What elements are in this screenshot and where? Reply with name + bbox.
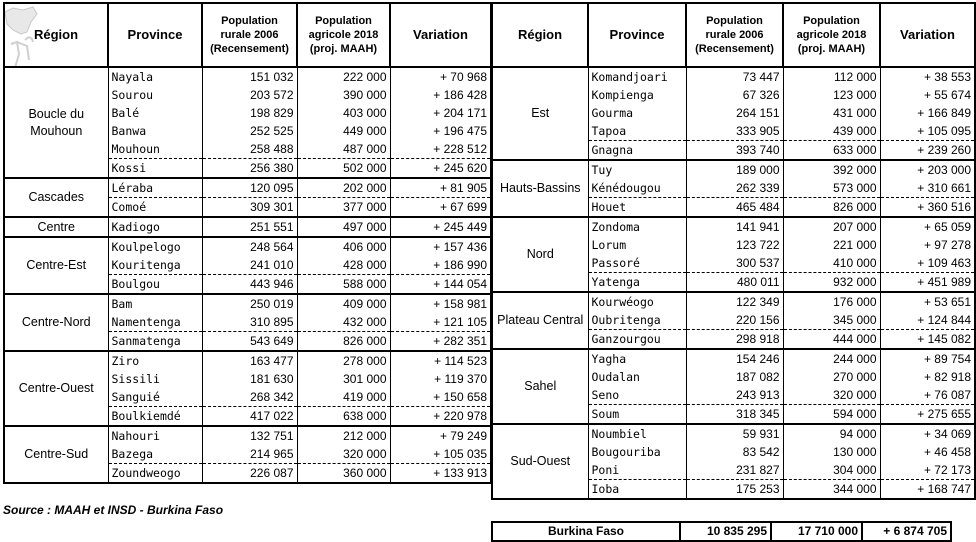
variation-cell: + 72 173 [880,461,975,480]
province-cell: Poni [588,461,686,480]
region-cell: Centre-Est [4,237,108,294]
table-row [4,67,491,86]
variation-cell: + 53 651 [880,292,975,311]
province-cell: Ziro [108,351,202,370]
table-row [492,349,975,368]
pop2018-cell: 932 000 [783,273,880,293]
pop2006-cell: 298 918 [686,330,783,350]
pop2018-cell: 573 000 [783,179,880,198]
pop2006-cell: 122 349 [686,292,783,311]
pop2006-cell: 132 751 [202,426,297,445]
pop2018-cell: 826 000 [783,198,880,218]
pop2018-cell: 176 000 [783,292,880,311]
variation-cell: + 203 000 [880,160,975,179]
province-cell: Sissili [108,370,202,388]
pop2006-cell: 189 000 [686,160,783,179]
pop2018-cell: 826 000 [297,332,390,352]
province-cell: Bam [108,294,202,313]
pop2018-cell: 301 000 [297,370,390,388]
pop2006-cell: 256 380 [202,159,297,179]
province-cell: Seno [588,386,686,405]
pop2018-cell: 406 000 [297,237,390,256]
variation-cell: + 158 981 [390,294,491,313]
province-cell: Sanguié [108,388,202,407]
variation-cell: + 144 054 [390,275,491,295]
variation-cell: + 220 978 [390,407,491,427]
total-row [491,521,952,542]
pop2018-cell: 409 000 [297,294,390,313]
header-pop2018: Population agricole 2018 (proj. MAAH) [297,3,390,67]
province-cell: Comoé [108,198,202,218]
pop2006-cell: 203 572 [202,86,297,104]
pop2018-cell: 439 000 [783,122,880,141]
left-table [3,2,492,484]
pop2018-cell: 320 000 [783,386,880,405]
pop2006-cell: 181 630 [202,370,297,388]
table-row [492,292,975,311]
table-row [492,67,975,86]
pop2006-cell: 251 551 [202,217,297,237]
pop2018-cell: 345 000 [783,311,880,330]
table-row [492,217,975,236]
source-note: Source : MAAH et INSD - Burkina Faso [3,503,224,517]
variation-cell: + 245 620 [390,159,491,179]
province-cell: Kadiogo [108,217,202,237]
pop2006-cell: 141 941 [686,217,783,236]
pop2018-cell: 94 000 [783,424,880,443]
province-cell: Passoré [588,254,686,273]
pop2018-cell: 487 000 [297,140,390,159]
table-row [492,424,975,443]
pop2006-cell: 214 965 [202,445,297,464]
province-cell: Kénédougou [588,179,686,198]
variation-cell: + 228 512 [390,140,491,159]
pop2006-cell: 262 339 [686,179,783,198]
region-cell: Cascades [4,178,108,217]
variation-cell: + 105 095 [880,122,975,141]
pop2018-cell: 638 000 [297,407,390,427]
variation-cell: + 282 351 [390,332,491,352]
pop2018-cell: 202 000 [297,178,390,198]
header-region: Région [492,3,588,67]
variation-cell: + 168 747 [880,480,975,500]
province-cell: Tuy [588,160,686,179]
total-label: Burkina Faso [492,522,680,541]
variation-cell: + 451 989 [880,273,975,293]
variation-cell: + 109 463 [880,254,975,273]
table-row [4,351,491,370]
province-cell: Yatenga [588,273,686,293]
variation-cell: + 34 069 [880,424,975,443]
region-cell: Plateau Central [492,292,588,349]
pop2018-cell: 320 000 [297,445,390,464]
pop2018-cell: 502 000 [297,159,390,179]
pop2006-cell: 310 895 [202,313,297,332]
pop2006-cell: 258 488 [202,140,297,159]
province-cell: Banwa [108,122,202,140]
pop2006-cell: 83 542 [686,443,783,461]
variation-cell: + 204 171 [390,104,491,122]
province-cell: Oudalan [588,368,686,386]
pop2018-cell: 123 000 [783,86,880,104]
header-province: Province [588,3,686,67]
province-cell: Zondoma [588,217,686,236]
pop2018-cell: 112 000 [783,67,880,86]
variation-cell: + 196 475 [390,122,491,140]
pop2018-cell: 360 000 [297,464,390,484]
total-pop2006: 10 835 295 [680,522,771,541]
variation-cell: + 360 516 [880,198,975,218]
variation-cell: + 81 905 [390,178,491,198]
region-cell: Centre-Ouest [4,351,108,426]
province-cell: Gourma [588,104,686,122]
province-cell: Boulgou [108,275,202,295]
pop2006-cell: 120 095 [202,178,297,198]
province-cell: Bazega [108,445,202,464]
pop2006-cell: 154 246 [686,349,783,368]
header-pop2018: Population agricole 2018 (proj. MAAH) [783,3,880,67]
variation-cell: + 166 849 [880,104,975,122]
pop2006-cell: 175 253 [686,480,783,500]
variation-cell: + 89 754 [880,349,975,368]
province-cell: Kourwéogo [588,292,686,311]
province-cell: Sourou [108,86,202,104]
table-row [4,426,491,445]
province-cell: Sanmatenga [108,332,202,352]
variation-cell: + 186 990 [390,256,491,275]
pop2018-cell: 392 000 [783,160,880,179]
province-cell: Tapoa [588,122,686,141]
pop2006-cell: 300 537 [686,254,783,273]
region-cell: Hauts-Bassins [492,160,588,217]
header-province: Province [108,3,202,67]
variation-cell: + 79 249 [390,426,491,445]
table-row [4,237,491,256]
pop2018-cell: 377 000 [297,198,390,218]
pop2018-cell: 344 000 [783,480,880,500]
province-cell: Kompienga [588,86,686,104]
province-cell: Noumbiel [588,424,686,443]
right-table [491,2,976,500]
pop2018-cell: 270 000 [783,368,880,386]
variation-cell: + 124 844 [880,311,975,330]
province-cell: Bougouriba [588,443,686,461]
variation-cell: + 55 674 [880,86,975,104]
province-cell: Yagha [588,349,686,368]
pop2006-cell: 480 011 [686,273,783,293]
pop2006-cell: 187 082 [686,368,783,386]
variation-cell: + 275 655 [880,405,975,425]
province-cell: Nayala [108,67,202,86]
region-cell: Boucle du Mouhoun [4,67,108,178]
pop2006-cell: 443 946 [202,275,297,295]
variation-cell: + 105 035 [390,445,491,464]
pop2018-cell: 594 000 [783,405,880,425]
variation-cell: + 245 449 [390,217,491,237]
province-cell: Komandjoari [588,67,686,86]
variation-cell: + 97 278 [880,236,975,254]
pop2006-cell: 220 156 [686,311,783,330]
province-cell: Namentenga [108,313,202,332]
province-cell: Mouhoun [108,140,202,159]
province-cell: Léraba [108,178,202,198]
pop2006-cell: 243 913 [686,386,783,405]
region-cell: Sahel [492,349,588,424]
province-cell: Lorum [588,236,686,254]
total-variation: + 6 874 705 [862,522,951,541]
pop2006-cell: 252 525 [202,122,297,140]
pop2018-cell: 304 000 [783,461,880,480]
pop2006-cell: 231 827 [686,461,783,480]
variation-cell: + 186 428 [390,86,491,104]
pop2018-cell: 207 000 [783,217,880,236]
pop2018-cell: 633 000 [783,141,880,161]
variation-cell: + 38 553 [880,67,975,86]
table-row [492,160,975,179]
header-region: Région [4,3,108,67]
variation-cell: + 65 059 [880,217,975,236]
header-variation: Variation [880,3,975,67]
variation-cell: + 145 082 [880,330,975,350]
pop2006-cell: 59 931 [686,424,783,443]
pop2006-cell: 250 019 [202,294,297,313]
variation-cell: + 239 260 [880,141,975,161]
pop2006-cell: 151 032 [202,67,297,86]
pop2018-cell: 410 000 [783,254,880,273]
region-cell: Est [492,67,588,160]
pop2006-cell: 417 022 [202,407,297,427]
province-cell: Ioba [588,480,686,500]
pop2006-cell: 198 829 [202,104,297,122]
pop2018-cell: 244 000 [783,349,880,368]
table-row [4,294,491,313]
pop2018-cell: 278 000 [297,351,390,370]
pop2018-cell: 449 000 [297,122,390,140]
header-variation: Variation [390,3,491,67]
variation-cell: + 119 370 [390,370,491,388]
province-cell: Balé [108,104,202,122]
variation-cell: + 121 105 [390,313,491,332]
pop2006-cell: 264 151 [686,104,783,122]
pop2018-cell: 497 000 [297,217,390,237]
pop2018-cell: 130 000 [783,443,880,461]
variation-cell: + 70 968 [390,67,491,86]
variation-cell: + 46 458 [880,443,975,461]
pop2006-cell: 393 740 [686,141,783,161]
header-pop2006: Population rurale 2006 (Recensement) [686,3,783,67]
province-cell: Zoundweogo [108,464,202,484]
province-cell: Nahouri [108,426,202,445]
pop2006-cell: 73 447 [686,67,783,86]
pop2018-cell: 444 000 [783,330,880,350]
region-cell: Centre [4,217,108,237]
province-cell: Boulkiemdé [108,407,202,427]
province-cell: Ganzourgou [588,330,686,350]
pop2018-cell: 212 000 [297,426,390,445]
pop2006-cell: 163 477 [202,351,297,370]
variation-cell: + 310 661 [880,179,975,198]
pop2018-cell: 403 000 [297,104,390,122]
province-cell: Oubritenga [588,311,686,330]
total-pop2018: 17 710 000 [771,522,862,541]
pop2018-cell: 419 000 [297,388,390,407]
pop2018-cell: 221 000 [783,236,880,254]
variation-cell: + 82 918 [880,368,975,386]
pop2006-cell: 543 649 [202,332,297,352]
pop2018-cell: 428 000 [297,256,390,275]
region-cell: Sud-Ouest [492,424,588,499]
province-cell: Soum [588,405,686,425]
province-cell: Kossi [108,159,202,179]
header-pop2006: Population rurale 2006 (Recensement) [202,3,297,67]
pop2006-cell: 248 564 [202,237,297,256]
province-cell: Gnagna [588,141,686,161]
pop2018-cell: 222 000 [297,67,390,86]
variation-cell: + 114 523 [390,351,491,370]
pop2018-cell: 588 000 [297,275,390,295]
pop2018-cell: 431 000 [783,104,880,122]
region-cell: Centre-Sud [4,426,108,483]
pop2006-cell: 241 010 [202,256,297,275]
pop2006-cell: 226 087 [202,464,297,484]
province-cell: Koulpelogo [108,237,202,256]
variation-cell: + 76 087 [880,386,975,405]
province-cell: Kouritenga [108,256,202,275]
pop2006-cell: 123 722 [686,236,783,254]
pop2018-cell: 432 000 [297,313,390,332]
pop2006-cell: 67 326 [686,86,783,104]
province-cell: Houet [588,198,686,218]
variation-cell: + 150 658 [390,388,491,407]
variation-cell: + 133 913 [390,464,491,484]
pop2006-cell: 333 905 [686,122,783,141]
region-cell: Nord [492,217,588,292]
pop2018-cell: 390 000 [297,86,390,104]
pop2006-cell: 309 301 [202,198,297,218]
table-row [4,217,491,237]
region-cell: Centre-Nord [4,294,108,351]
table-row [4,178,491,198]
variation-cell: + 67 699 [390,198,491,218]
variation-cell: + 157 436 [390,237,491,256]
pop2006-cell: 318 345 [686,405,783,425]
pop2006-cell: 465 484 [686,198,783,218]
pop2006-cell: 268 342 [202,388,297,407]
